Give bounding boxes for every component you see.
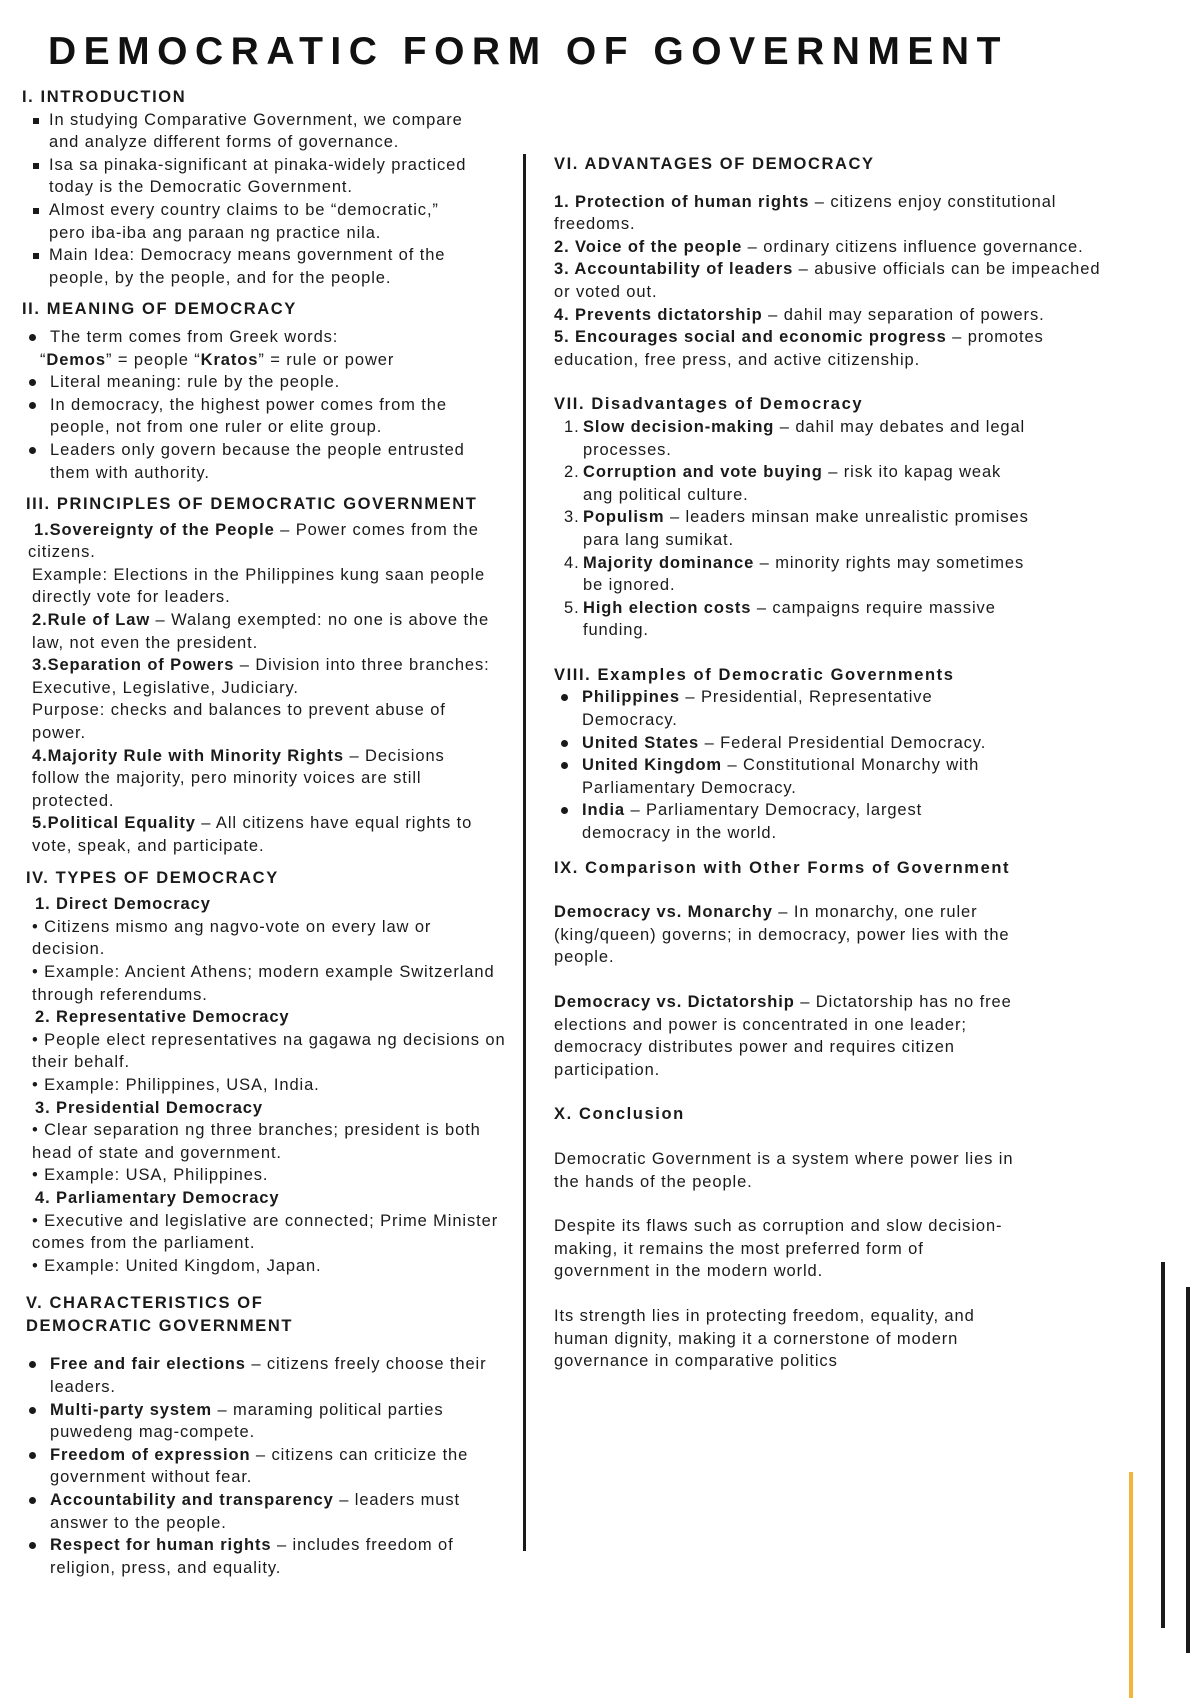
item-number: 3.	[564, 508, 580, 527]
principle-number: 5.	[32, 814, 48, 833]
list-item	[582, 732, 999, 755]
principle-text: – Division into three branches: Executive, Legislative, Judiciary.	[32, 656, 490, 697]
item-title: Accountability and transparency	[50, 1491, 334, 1510]
item-title: Democracy vs. Dictatorship	[554, 993, 795, 1011]
section-heading: VIII. Examples of Democratic Governments	[554, 665, 955, 684]
section-heading: VI. ADVANTAGES OF DEMOCRACY	[554, 155, 875, 173]
item-title: Corruption and vote buying	[583, 463, 823, 482]
greek-word-demos: Demos	[46, 350, 106, 369]
decorative-bar	[1186, 1287, 1190, 1653]
list-item: Leaders only govern because the people entrusted them with authority.	[50, 439, 482, 484]
principle-text: – All citizens have equal rights to vote, speak, and participate.	[32, 814, 473, 855]
principle-item	[22, 812, 497, 857]
item-title: United States	[582, 733, 700, 752]
section-heading: X. Conclusion	[554, 1105, 685, 1124]
greek-word-middle: ” = people “	[105, 350, 201, 369]
type-line: • Example: USA, Philippines.	[32, 1166, 269, 1185]
list-item: Almost every country claims to be “democratic,” pero iba-iba ang paraan ng practice nila.	[49, 199, 472, 244]
type-title-text: 1. Direct Democracy	[35, 895, 211, 914]
list-item	[564, 552, 1029, 597]
section-conclusion	[554, 1103, 1014, 1372]
principle-number: 3.	[32, 656, 48, 675]
list-item: In democracy, the highest power comes from the people, not from one ruler or elite group.	[50, 394, 482, 439]
principle-title: Political Equality	[47, 814, 196, 833]
item-title: Respect for human rights	[50, 1536, 272, 1555]
section-heading	[26, 1292, 501, 1337]
type-title	[32, 1187, 507, 1210]
type-title	[32, 1006, 507, 1029]
item-title: Freedom of expression	[50, 1445, 251, 1464]
disadvantages-list	[554, 416, 1029, 642]
item-text: – citizens can criticize the government without fear.	[50, 1445, 469, 1487]
section-heading: III. PRINCIPLES OF DEMOCRATIC GOVERNMENT	[26, 495, 478, 514]
item-text: – campaigns require massive funding.	[583, 598, 996, 640]
list-item: Isa sa pinaka-significant at pinaka-widely practiced today is the Democratic Government.	[49, 154, 472, 199]
decorative-accent-bar	[1129, 1472, 1133, 1698]
list-item	[50, 1399, 501, 1444]
list-item	[582, 799, 999, 844]
page-title: DEMOCRATIC FORM OF GOVERNMENT	[48, 30, 1008, 73]
advantage-item	[554, 191, 1114, 236]
type-title-text: 3. Presidential Democracy	[35, 1098, 263, 1117]
section-principles	[22, 493, 497, 858]
principle-title: Sovereignty of the People	[49, 520, 275, 539]
greek-word-end: ” = rule or power	[258, 350, 395, 369]
section-heading: IX. Comparison with Other Forms of Government	[554, 858, 1011, 877]
section-characteristics	[22, 1292, 501, 1579]
item-text: – citizens freely choose their leaders.	[50, 1355, 487, 1397]
item-text: – risk ito kapag weak ang political culture.	[583, 463, 1002, 504]
item-title: 3. Accountability of leaders	[554, 260, 794, 279]
list-item-text: The term comes from Greek words:	[50, 327, 339, 346]
list-item	[582, 686, 999, 731]
type-line: • Example: Philippines, USA, India.	[32, 1075, 320, 1094]
item-text: – Presidential, Representative Democracy.	[582, 688, 933, 730]
right-column	[554, 153, 1114, 1373]
principle-item	[22, 745, 497, 813]
principle-item	[22, 654, 497, 699]
conclusion-paragraph: Its strength lies in protecting freedom, equality, and human dignity, making it a cornerstone of modern governance in comparative politics	[554, 1306, 975, 1371]
item-text: – maraming political parties puwedeng mag-compete.	[50, 1400, 444, 1442]
section-heading: IV. TYPES OF DEMOCRACY	[26, 868, 279, 887]
item-text: – Dictatorship has no free elections and power is concentrated in one leader; democracy distributes power and requires citizen participation.	[554, 993, 1012, 1079]
list-item	[50, 1534, 501, 1579]
item-number: 5.	[564, 598, 580, 617]
section-meaning	[22, 298, 482, 484]
item-title: 2. Voice of the people	[554, 237, 743, 256]
item-text: – leaders must answer to the people.	[50, 1491, 461, 1532]
section-advantages	[554, 153, 1114, 371]
item-text: – ordinary citizens influence governance.	[742, 237, 1084, 256]
item-text: – leaders minsan make unrealistic promises para lang sumikat.	[583, 508, 1029, 549]
examples-list	[554, 686, 999, 844]
type-line: • People elect representatives na gagawa ng decisions on their behalf.	[32, 1030, 506, 1072]
principle-text: – Decisions follow the majority, pero minority voices are still protected.	[32, 746, 445, 810]
advantage-item	[554, 236, 1114, 259]
intro-list	[22, 109, 472, 290]
type-title	[32, 1097, 507, 1120]
column-divider	[523, 154, 526, 1551]
greek-word-kratos: Kratos	[200, 350, 259, 369]
advantage-item	[554, 258, 1114, 303]
list-item: In studying Comparative Government, we compare and analyze different forms of governance.	[49, 109, 472, 154]
list-item	[564, 597, 1029, 642]
item-title: Majority dominance	[583, 553, 755, 572]
item-text: – Federal Presidential Democracy.	[699, 733, 987, 752]
section-heading: I. INTRODUCTION	[22, 88, 187, 106]
type-line: • Example: Ancient Athens; modern example Switzerland through referendums.	[32, 962, 495, 1004]
list-item	[564, 416, 1029, 461]
item-number: 2.	[564, 463, 580, 482]
left-column	[22, 86, 527, 1579]
section-heading-line: DEMOCRATIC GOVERNMENT	[26, 1316, 294, 1335]
conclusion-paragraph: Democratic Government is a system where power lies in the hands of the people.	[554, 1149, 1014, 1191]
list-item	[50, 1489, 501, 1534]
item-number: 4.	[564, 553, 580, 572]
list-item: Main Idea: Democracy means government of the people, by the people, and for the people.	[49, 244, 472, 289]
item-text: – abusive officials can be impeached or voted out.	[554, 260, 1101, 301]
advantage-item	[554, 304, 1114, 327]
item-text: – includes freedom of religion, press, and equality.	[50, 1536, 454, 1577]
type-line: • Executive and legislative are connected; Prime Minister comes from the parliament.	[32, 1211, 499, 1253]
item-text: – promotes education, free press, and active citizenship.	[554, 328, 1044, 369]
list-item	[564, 461, 1029, 506]
item-title: High election costs	[583, 598, 752, 617]
principle-number: 4.	[32, 746, 48, 765]
principle-item	[22, 609, 497, 654]
decorative-bar	[1161, 1262, 1165, 1628]
meaning-list	[22, 326, 482, 349]
principle-title: Rule of Law	[47, 611, 151, 630]
item-text: – Constitutional Monarchy with Parliamentary Democracy.	[582, 756, 980, 797]
section-introduction	[22, 86, 472, 289]
item-title: Populism	[583, 508, 665, 527]
list-item: Literal meaning: rule by the people.	[50, 371, 482, 394]
type-title-text: 2. Representative Democracy	[35, 1008, 290, 1027]
type-title-text: 4. Parliamentary Democracy	[35, 1188, 280, 1207]
item-text: – dahil may debates and legal processes.	[583, 417, 1026, 459]
list-item	[564, 506, 1029, 551]
item-number: 1.	[564, 417, 580, 436]
principle-number: 2.	[32, 611, 48, 630]
principle-example: Example: Elections in the Philippines kung saan people directly vote for leaders.	[32, 565, 486, 607]
section-heading-line: V. CHARACTERISTICS OF	[26, 1294, 264, 1313]
principle-text: – Walang exempted: no one is above the law, not even the president.	[32, 611, 490, 652]
advantage-item	[554, 326, 1114, 371]
section-heading: II. MEANING OF DEMOCRACY	[22, 300, 297, 319]
greek-words-line	[22, 349, 482, 372]
item-title: Multi-party system	[50, 1400, 212, 1419]
section-disadvantages	[554, 393, 1029, 642]
item-title: 1. Protection of human rights	[554, 192, 810, 211]
comparison-item	[554, 901, 1034, 969]
principle-item	[22, 519, 497, 564]
type-title	[32, 893, 507, 916]
item-text: – Parliamentary Democracy, largest democracy in the world.	[582, 801, 923, 843]
section-heading: VII. Disadvantages of Democracy	[554, 395, 864, 414]
list-item	[50, 1444, 501, 1489]
item-text: – citizens enjoy constitutional freedoms.	[554, 192, 1057, 234]
item-title: Democracy vs. Monarchy	[554, 903, 773, 922]
type-line: • Clear separation ng three branches; president is both head of state and government.	[32, 1121, 481, 1162]
item-title: United Kingdom	[582, 756, 722, 775]
item-title: India	[582, 801, 626, 820]
section-types	[22, 867, 507, 1278]
item-text: – minority rights may sometimes be ignored.	[583, 553, 1025, 595]
characteristics-list	[26, 1353, 501, 1579]
item-title: Free and fair elections	[50, 1355, 246, 1374]
list-item	[50, 1353, 501, 1398]
principle-title: Majority Rule with Minority Rights	[47, 746, 344, 765]
type-line: • Example: United Kingdom, Japan.	[32, 1256, 322, 1275]
greek-quote: “	[40, 350, 47, 369]
item-title: Slow decision-making	[583, 417, 775, 436]
comparison-item	[554, 991, 1034, 1081]
meaning-list	[22, 371, 482, 484]
principle-text: – Power comes from the citizens.	[28, 520, 479, 562]
principle-title: Separation of Powers	[47, 656, 235, 675]
list-item	[50, 326, 482, 349]
item-title: Philippines	[582, 688, 680, 707]
item-title: 4. Prevents dictatorship	[554, 305, 763, 324]
principle-purpose: Purpose: checks and balances to prevent abuse of power.	[32, 701, 446, 743]
conclusion-paragraph: Despite its flaws such as corruption and slow decision-making, it remains the most preferred form of government in the modern world.	[554, 1217, 1003, 1281]
principle-number: 1.	[34, 520, 50, 539]
section-comparison	[554, 857, 1034, 1082]
item-text: – In monarchy, one ruler (king/queen) governs; in democracy, power lies with the people.	[554, 903, 1010, 967]
list-item	[582, 754, 999, 799]
item-text: – dahil may separation of powers.	[762, 305, 1045, 324]
section-examples	[554, 664, 999, 845]
type-line: • Citizens mismo ang nagvo-vote on every law or decision.	[32, 917, 432, 959]
item-title: 5. Encourages social and economic progress	[554, 328, 947, 347]
